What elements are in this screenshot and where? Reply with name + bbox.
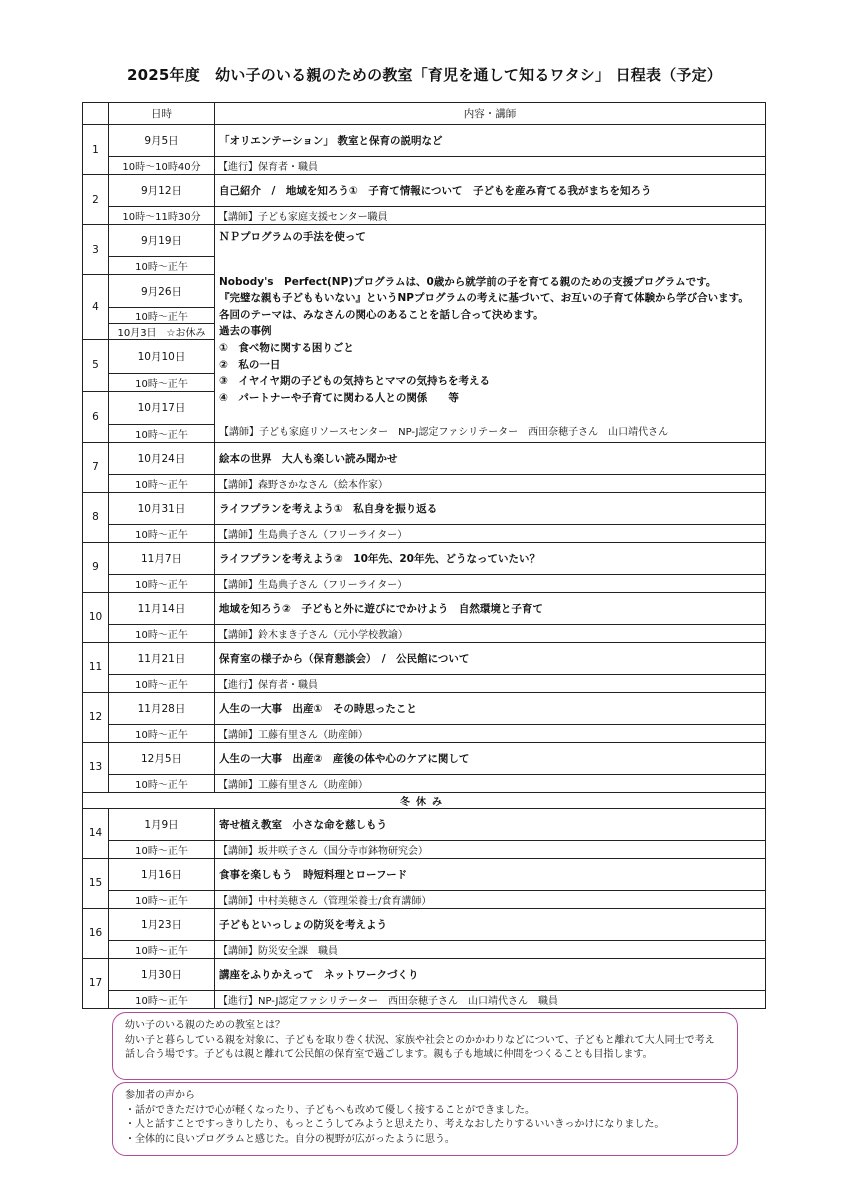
session-time: 10時～10時40分 bbox=[109, 157, 215, 175]
session-number: 1 bbox=[83, 125, 109, 175]
table-row bbox=[83, 157, 766, 175]
about-line: 幼い子と暮らしている親を対象に、子どもを取り巻く状況、家族や社会とのかかわりなどについて、子どもと離れて大人同士で考え bbox=[125, 1034, 715, 1046]
session-lecturer: 【講師】坂井咲子さん（国分寺市鉢物研究会） bbox=[215, 840, 766, 858]
session-time: 10時～正午 bbox=[109, 373, 215, 391]
table-row bbox=[83, 175, 766, 207]
session-topic: ライフプランを考えよう① 私自身を振り返る bbox=[215, 492, 766, 524]
header-content: 内容・講師 bbox=[215, 103, 766, 125]
session-number: 6 bbox=[83, 391, 109, 442]
page-title: 2025年度 幼い子のいる親のための教室「育児を通して知るワタシ」 日程表（予定） bbox=[126, 66, 723, 84]
session-time: 10時～正午 bbox=[109, 524, 215, 542]
np-example: ① 食べ物に関する困りごと bbox=[219, 341, 354, 354]
session-number: 13 bbox=[83, 742, 109, 792]
session-lecturer: 【講師】工藤有里さん（助産師） bbox=[215, 724, 766, 742]
session-date: 11月14日 bbox=[109, 592, 215, 624]
session-lecturer: 【講師】工藤有里さん（助産師） bbox=[215, 774, 766, 792]
session-date: 12月5日 bbox=[109, 742, 215, 774]
table-row bbox=[83, 474, 766, 492]
session-number: 9 bbox=[83, 542, 109, 592]
np-heading: ＮＰプログラムの手法を使って bbox=[219, 231, 366, 243]
session-time: 10時～正午 bbox=[109, 774, 215, 792]
session-time: 10時～正午 bbox=[109, 424, 215, 442]
session-time: 10時～正午 bbox=[109, 940, 215, 958]
session-topic: 自己紹介 / 地域を知ろう① 子育て情報について 子どもを産み育てる我がまちを知ろう bbox=[215, 175, 766, 207]
session-number: 3 bbox=[83, 225, 109, 275]
session-time: 10時～正午 bbox=[109, 890, 215, 908]
table-row bbox=[83, 207, 766, 225]
table-header bbox=[83, 103, 766, 125]
session-time: 10時～正午 bbox=[109, 257, 215, 275]
np-example: ③ イヤイヤ期の子どもの気持ちとママの気持ちを考える bbox=[219, 375, 490, 388]
table-row bbox=[83, 225, 766, 257]
session-lecturer: 【講師】中村美穂さん（管理栄養士/食育講師） bbox=[215, 890, 766, 908]
voices-line: ・人と話すことですっきりしたり、もっとこうしてみようと思えたり、考えなおしたりするいいきっかけになりました。 bbox=[125, 1119, 665, 1130]
session-time: 10時～正午 bbox=[109, 724, 215, 742]
table-row bbox=[83, 692, 766, 724]
session-lecturer: 【講師】森野さかなさん（絵本作家） bbox=[215, 474, 766, 492]
session-time: 10時～正午 bbox=[109, 990, 215, 1008]
winter-break-row: 冬休み bbox=[83, 792, 766, 808]
table-row bbox=[83, 442, 766, 474]
session-number: 17 bbox=[83, 958, 109, 1008]
table-row bbox=[83, 524, 766, 542]
np-lecturer: 【講師】子ども家庭リソースセンター NP-J認定ファシリテーター 西田奈穂子さん 山口靖代さん bbox=[219, 427, 669, 439]
session-number: 8 bbox=[83, 492, 109, 542]
table-row bbox=[83, 542, 766, 574]
session-date: 1月23日 bbox=[109, 908, 215, 940]
voices-line: ・話ができただけで心が軽くなったり、子どもへも改めて優しく接することができました。 bbox=[125, 1104, 535, 1116]
np-description-line: Nobody's Perfect(NP)プログラムは、0歳から就学前の子を育てる親のための支援プログラムです。 bbox=[219, 275, 717, 288]
table-row bbox=[83, 958, 766, 990]
table-row bbox=[83, 890, 766, 908]
session-number: 12 bbox=[83, 692, 109, 742]
session-time: 10時～正午 bbox=[109, 574, 215, 592]
session-time: 10時～正午 bbox=[109, 840, 215, 858]
about-heading: 幼い子のいる親のための教室とは？ bbox=[125, 1020, 285, 1031]
session-date: 10月31日 bbox=[109, 492, 215, 524]
session-time: 10時～正午 bbox=[109, 308, 215, 324]
session-number: 14 bbox=[83, 808, 109, 858]
session-lecturer: 【進行】NP-J認定ファシリテーター 西田奈穂子さん 山口靖代さん 職員 bbox=[215, 990, 766, 1008]
np-description-line: 『完璧な親も子どももいない』というNPプログラムの考えに基づいて、お互いの子育て体験から学び合います。 bbox=[219, 292, 749, 305]
session-topic: 保育室の様子から（保育懇談会） / 公民館について bbox=[215, 642, 766, 674]
session-time: 10時～正午 bbox=[109, 624, 215, 642]
session-topic: 絵本の世界 大人も楽しい読み聞かせ bbox=[215, 442, 766, 474]
session-topic: 人生の一大事 出産② 産後の体や心のケアに関して bbox=[215, 742, 766, 774]
table-row bbox=[83, 724, 766, 742]
table-row bbox=[83, 624, 766, 642]
header-date: 日時 bbox=[109, 103, 215, 125]
break-note: 10月3日 ☆お休み bbox=[109, 324, 215, 340]
np-description-line: 各回のテーマは、みなさんの関心のあることを話し合って決めます。 bbox=[219, 308, 544, 321]
session-lecturer: 【講師】生島典子さん（フリーライター） bbox=[215, 574, 766, 592]
voices-line: ・全体的に良いプログラムと感じた。自分の視野が広がったように思う。 bbox=[125, 1133, 455, 1145]
session-topic: ライフプランを考えよう② 10年先、20年先、どうなっていたい？ bbox=[215, 542, 766, 574]
table-row bbox=[83, 908, 766, 940]
np-example: ② 私の一日 bbox=[219, 358, 281, 371]
session-time: 10時～正午 bbox=[109, 674, 215, 692]
session-date: 9月19日 bbox=[109, 225, 215, 257]
session-date: 11月21日 bbox=[109, 642, 215, 674]
np-program-block bbox=[215, 225, 766, 443]
table-row bbox=[83, 940, 766, 958]
session-time: 10時～11時30分 bbox=[109, 207, 215, 225]
table-row bbox=[83, 574, 766, 592]
session-lecturer: 【講師】防災安全課 職員 bbox=[215, 940, 766, 958]
voices-heading: 参加者の声から bbox=[125, 1090, 195, 1101]
participant-voices-box bbox=[112, 1082, 738, 1156]
session-number: 7 bbox=[83, 442, 109, 492]
table-row bbox=[83, 792, 766, 808]
table-row bbox=[83, 674, 766, 692]
session-number: 2 bbox=[83, 175, 109, 225]
session-topic: 子どもといっしょの防災を考えよう bbox=[215, 908, 766, 940]
session-date: 1月16日 bbox=[109, 858, 215, 890]
session-number: 4 bbox=[83, 275, 109, 340]
table-row bbox=[83, 858, 766, 890]
table-row bbox=[83, 774, 766, 792]
session-topic: 「オリエンテーション」 教室と保育の説明など bbox=[215, 125, 766, 157]
session-number: 10 bbox=[83, 592, 109, 642]
np-examples-title: 過去の事例 bbox=[219, 325, 272, 338]
session-date: 10月10日 bbox=[109, 340, 215, 373]
session-lecturer: 【講師】鈴木まき子さん（元小学校教諭） bbox=[215, 624, 766, 642]
session-topic: 講座をふりかえって ネットワークづくり bbox=[215, 958, 766, 990]
table-row bbox=[83, 808, 766, 840]
table-row bbox=[83, 642, 766, 674]
session-date: 10月24日 bbox=[109, 442, 215, 474]
session-lecturer: 【進行】保育者・職員 bbox=[215, 674, 766, 692]
session-lecturer: 【講師】生島典子さん（フリーライター） bbox=[215, 524, 766, 542]
table-row bbox=[83, 492, 766, 524]
session-date: 10月17日 bbox=[109, 391, 215, 424]
session-date: 9月26日 bbox=[109, 275, 215, 308]
session-topic: 地域を知ろう② 子どもと外に遊びにでかけよう 自然環境と子育て bbox=[215, 592, 766, 624]
about-box bbox=[112, 1012, 738, 1080]
table-row bbox=[83, 125, 766, 157]
session-topic: 人生の一大事 出産① その時思ったこと bbox=[215, 692, 766, 724]
session-lecturer: 【進行】保育者・職員 bbox=[215, 157, 766, 175]
about-line: 話し合う場です。子どもは親と離れて公民館の保育室で過ごします。親も子も地域に仲間をつくることも目指します。 bbox=[125, 1049, 653, 1060]
session-date: 11月28日 bbox=[109, 692, 215, 724]
session-number: 16 bbox=[83, 908, 109, 958]
session-number: 15 bbox=[83, 858, 109, 908]
table-row bbox=[83, 742, 766, 774]
session-date: 1月9日 bbox=[109, 808, 215, 840]
schedule-table bbox=[82, 102, 766, 1009]
table-row bbox=[83, 592, 766, 624]
session-number: 5 bbox=[83, 340, 109, 391]
session-lecturer: 【講師】子ども家庭支援センター職員 bbox=[215, 207, 766, 225]
table-row bbox=[83, 840, 766, 858]
session-time: 10時～正午 bbox=[109, 474, 215, 492]
table-row bbox=[83, 990, 766, 1008]
session-date: 11月7日 bbox=[109, 542, 215, 574]
session-topic: 食事を楽しもう 時短料理とローフード bbox=[215, 858, 766, 890]
session-date: 1月30日 bbox=[109, 958, 215, 990]
session-topic: 寄せ植え教室 小さな命を慈しもう bbox=[215, 808, 766, 840]
np-example: ④ パートナーや子育てに関わる人との関係 等 bbox=[219, 391, 459, 404]
session-date: 9月12日 bbox=[109, 175, 215, 207]
session-date: 9月5日 bbox=[109, 125, 215, 157]
header-no bbox=[83, 103, 109, 125]
session-number: 11 bbox=[83, 642, 109, 692]
